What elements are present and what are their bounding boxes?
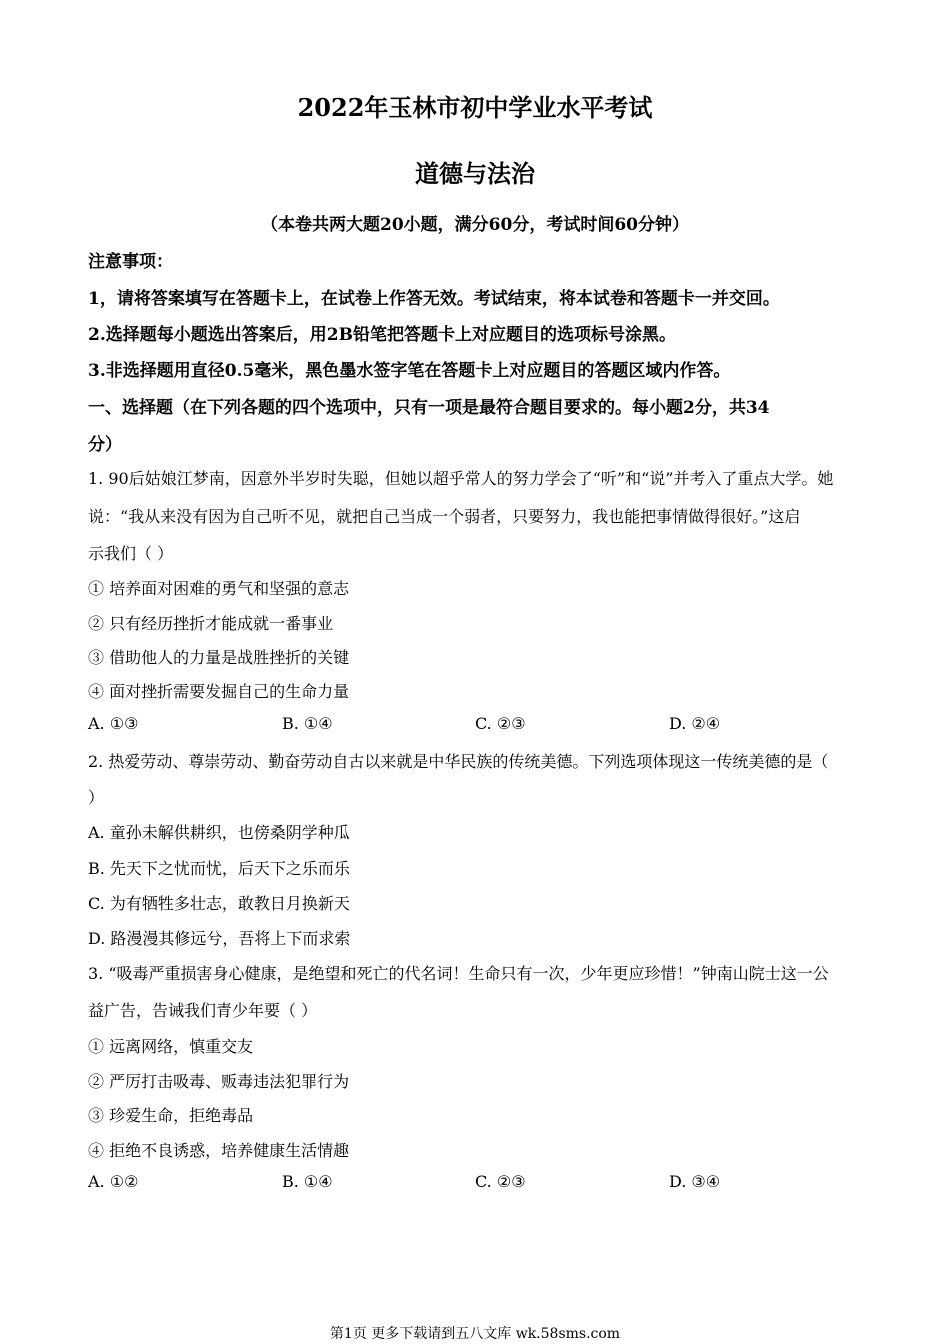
q1-option-b: B. ①④: [282, 714, 333, 733]
q3-option-c: C. ②③: [475, 1172, 526, 1191]
q2-stem-line-1: 2. 热爱劳动、尊崇劳动、勤奋劳动自古以来就是中华民族的传统美德。下列选项体现这一传统美德的是（: [88, 752, 829, 771]
q1-statement-3: ③ 借助他人的力量是战胜挫折的关键: [88, 648, 350, 667]
subject-title: 道德与法治: [415, 159, 535, 188]
q1-option-a: A. ①③: [88, 714, 139, 733]
section-heading-cont: 分）: [88, 435, 122, 455]
q3-option-a: A. ①②: [88, 1172, 139, 1191]
q1-statement-2: ② 只有经历挫折才能成就一番事业: [88, 614, 334, 633]
notice-item-3: 3.非选择题用直径0.5毫米，黑色墨水签字笔在答题卡上对应题目的答题区域内作答。: [88, 361, 731, 381]
q2-option-b: B. 先天下之忧而忧，后天下之乐而乐: [88, 859, 350, 878]
notice-item-2: 2.选择题每小题选出答案后，用2B铅笔把答题卡上对应题目的选项标号涂黑。: [88, 325, 676, 345]
q2-option-a: A. 童孙未解供耕织，也傍桑阴学种瓜: [88, 823, 350, 842]
q3-statement-3: ③ 珍爱生命，拒绝毒品: [88, 1106, 254, 1125]
notice-item-1: 1，请将答案填写在答题卡上，在试卷上作答无效。考试结束，将本试卷和答题卡一并交回。: [88, 289, 780, 309]
q3-stem-line-2: 益广告，告诫我们青少年要（ ）: [88, 1001, 318, 1020]
q3-stem-line-1: 3. “吸毒严重损害身心健康，是绝望和死亡的代名词！生命只有一次，少年更应珍惜！”钟南山院士这一公: [88, 964, 829, 983]
q3-option-b: B. ①④: [282, 1172, 333, 1191]
q1-statement-1: ① 培养面对困难的勇气和坚强的意志: [88, 579, 350, 598]
exam-title: 2022年玉林市初中学业水平考试: [297, 93, 653, 122]
q1-stem-line-1: 1. 90后姑娘江梦南，因意外半岁时失聪，但她以超乎常人的努力学会了“听”和“说”并考入了重点大学。她: [88, 469, 834, 488]
q3-statement-1: ① 远离网络，慎重交友: [88, 1037, 254, 1056]
q2-option-d: D. 路漫漫其修远兮，吾将上下而求索: [88, 929, 351, 948]
q1-stem-line-2: 说：“我从来没有因为自己听不见，就把自己当成一个弱者，只要努力，我也能把事情做得很好。”这启: [88, 507, 801, 526]
q3-statement-2: ② 严厉打击吸毒、贩毒违法犯罪行为: [88, 1072, 350, 1091]
q3-statement-4: ④ 拒绝不良诱惑，培养健康生活情趣: [88, 1141, 350, 1160]
q2-stem-line-2: ）: [88, 788, 105, 807]
q1-statement-4: ④ 面对挫折需要发掘自己的生命力量: [88, 682, 350, 701]
q3-option-d: D. ③④: [669, 1172, 721, 1191]
section-heading: 一、选择题（在下列各题的四个选项中，只有一项是最符合题目要求的。每小题2分，共34: [88, 398, 770, 418]
exam-info: （本卷共两大题20小题，满分60分，考试时间60分钟）: [261, 215, 689, 235]
notice-heading: 注意事项：: [88, 252, 173, 272]
q2-option-c: C. 为有牺牲多壮志，敢教日月换新天: [88, 894, 350, 913]
page-footer: 第1页 更多下载请到五八文库 wk.58sms.com: [329, 1326, 621, 1342]
q1-stem-line-3: 示我们（ ）: [88, 544, 174, 563]
q1-option-d: D. ②④: [669, 714, 721, 733]
q1-option-c: C. ②③: [475, 714, 526, 733]
